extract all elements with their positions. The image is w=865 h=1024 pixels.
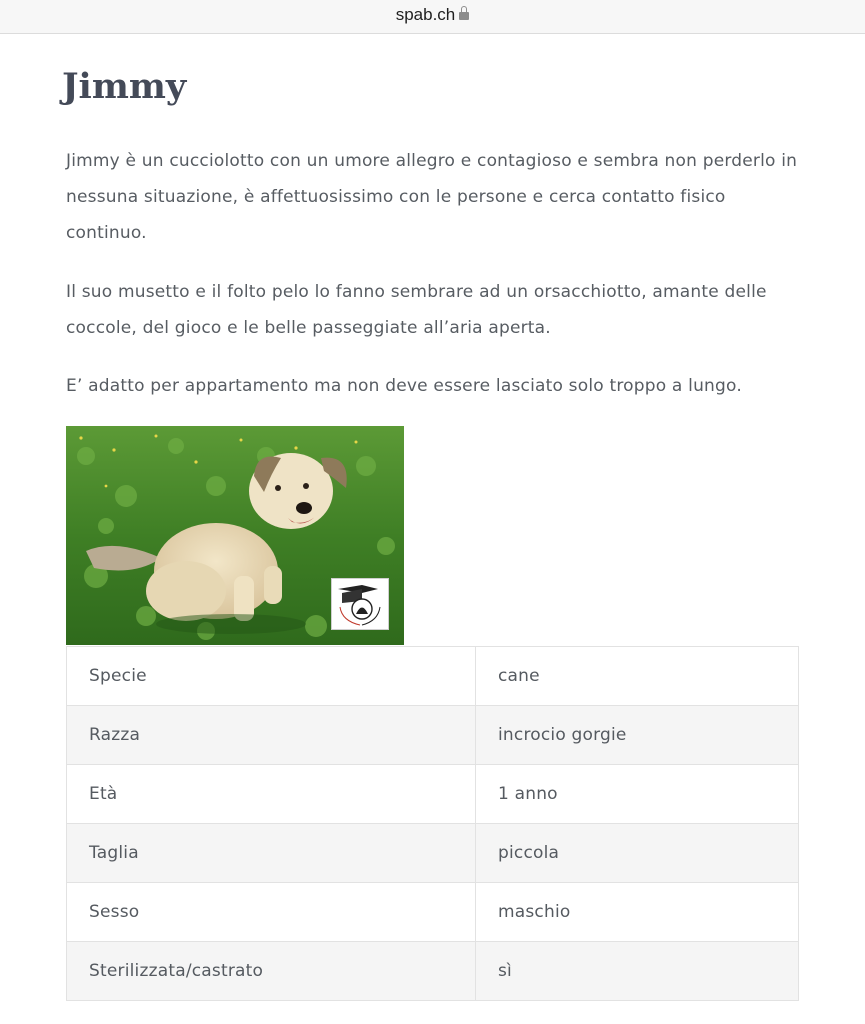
detail-label: Sterilizzata/castrato [67, 942, 476, 1001]
table-row [67, 942, 799, 1001]
lock-icon [459, 12, 469, 20]
detail-label: Sesso [67, 883, 476, 942]
description-paragraph-3: E’ adatto per appartamento ma non deve essere lasciato solo troppo a lungo. [66, 376, 742, 396]
detail-value: cane [476, 647, 799, 706]
table-row [67, 883, 799, 942]
detail-label: Età [67, 765, 476, 824]
spab-logo [331, 578, 389, 630]
detail-label: Razza [67, 706, 476, 765]
detail-value: piccola [476, 824, 799, 883]
detail-value: sì [476, 942, 799, 1001]
description-paragraph-1: Jimmy è un cucciolotto con un umore allegro e contagioso e sembra non perderlo in nessuna situazione, è affettuosissimo con le persone e cerca contatto fisico continuo. [66, 151, 798, 243]
details-table [66, 646, 799, 1001]
table-row [67, 824, 799, 883]
table-row [67, 647, 799, 706]
detail-value: 1 anno [476, 765, 799, 824]
detail-value: maschio [476, 883, 799, 942]
url-text[interactable]: spab.ch [395, 5, 456, 24]
detail-label: Taglia [67, 824, 476, 883]
url-display[interactable] [0, 5, 865, 25]
detail-label: Specie [67, 647, 476, 706]
table-row [67, 765, 799, 824]
browser-address-bar[interactable] [0, 0, 865, 34]
description-paragraph-2: Il suo musetto e il folto pelo lo fanno sembrare ad un orsacchiotto, amante delle coccole, del gioco e le belle passeggiate all’aria aperta. [66, 282, 767, 338]
table-row [67, 706, 799, 765]
dog-photo[interactable] [66, 426, 404, 645]
detail-value: incrocio gorgie [476, 706, 799, 765]
page-title: Jimmy [62, 66, 187, 107]
